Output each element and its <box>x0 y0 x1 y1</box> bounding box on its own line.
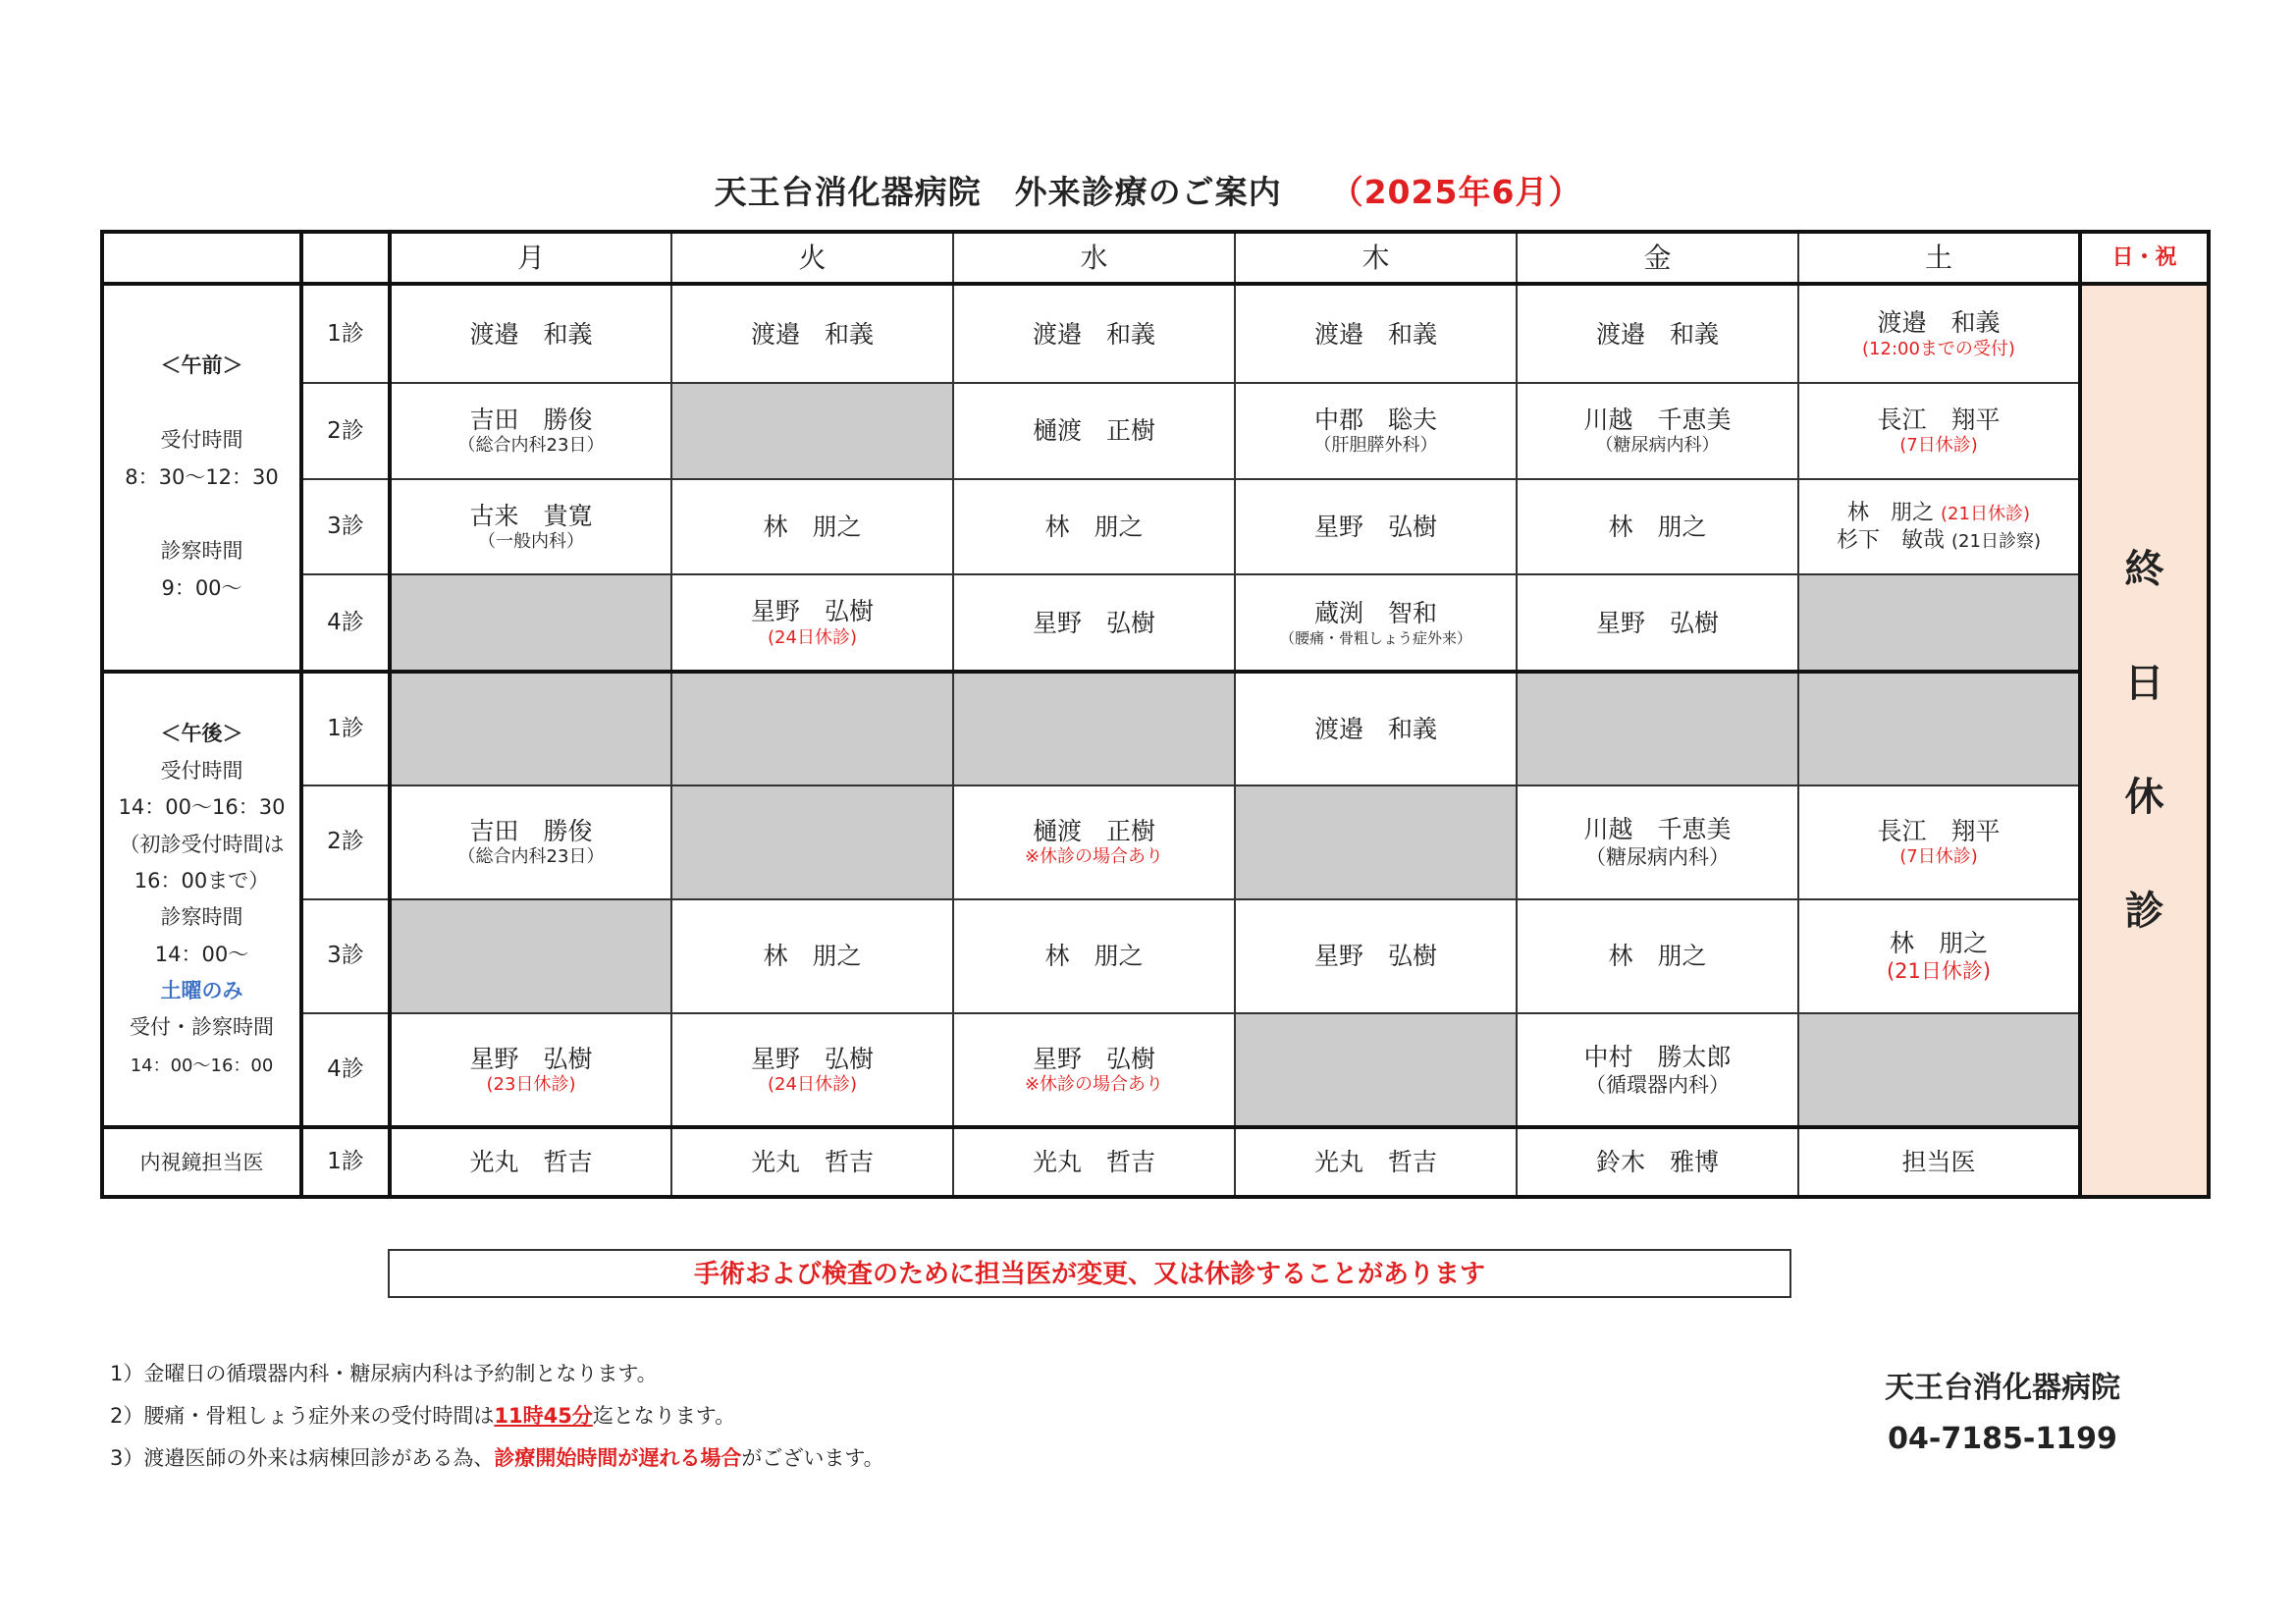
slot-label: 1診 <box>301 284 390 383</box>
holiday-char: 日 <box>2124 661 2164 707</box>
holiday-char: 終 <box>2124 547 2164 593</box>
doctor-name: 星野 弘樹 <box>469 1044 593 1073</box>
table-cell: 光丸 哲吉 <box>671 1127 953 1197</box>
doctor-name: 川越 千恵美 <box>1583 406 1732 435</box>
doctor-name: 中郡 聡夫 <box>1313 406 1437 435</box>
empty-cell <box>390 672 671 785</box>
am-row-1 <box>102 284 2209 383</box>
note-text: がございます。 <box>741 1446 884 1470</box>
notice-box: 手術および検査のために担当医が変更、又は休診することがあります <box>388 1249 1791 1298</box>
holiday-char: 休 <box>2124 775 2164 821</box>
table-cell: 星野 弘樹 <box>1235 479 1517 575</box>
doctor-note: (21日休診) <box>1886 959 1992 984</box>
table-cell <box>953 1013 1235 1128</box>
doctor-name: 古来 貴寛 <box>469 501 593 530</box>
table-cell: 光丸 哲吉 <box>390 1127 671 1197</box>
doctor-name: 蔵渕 智和 <box>1313 599 1437 628</box>
saturday-hours-label: 受付・診察時間 <box>130 1015 274 1040</box>
slot-label: 1診 <box>301 1127 390 1197</box>
table-cell <box>390 479 671 575</box>
table-cell: 林 朋之 <box>671 479 953 575</box>
doctor-note: (7日休診) <box>1899 435 1978 457</box>
slot-label: 4診 <box>301 1013 390 1128</box>
note-text: 2）腰痛・骨粗しょう症外来の受付時間は <box>110 1404 495 1428</box>
table-cell <box>1235 574 1517 672</box>
empty-cell <box>671 785 953 899</box>
afternoon-label: ＜午後＞ <box>160 722 243 746</box>
table-cell: 林 朋之 <box>1517 899 1798 1013</box>
table-cell <box>390 383 671 479</box>
title-month: （2025年6月） <box>1330 173 1582 211</box>
pm-row-1 <box>102 672 2209 785</box>
table-cell: 担当医 <box>1798 1127 2080 1197</box>
doctor-note: (24日休診) <box>768 1073 857 1095</box>
afternoon-reception-label: 受付時間 <box>160 758 243 783</box>
day-thu: 木 <box>1235 232 1517 284</box>
am-row-3 <box>102 479 2209 575</box>
slot-label: 3診 <box>301 479 390 575</box>
empty-cell <box>390 899 671 1013</box>
doctor-name: 中村 勝太郎 <box>1583 1042 1732 1071</box>
day-mon: 月 <box>390 232 671 284</box>
pm-row-3 <box>102 899 2209 1013</box>
doctor-note: （糖尿病内科） <box>1595 435 1720 457</box>
doctor-note: (7日休診) <box>1899 846 1978 868</box>
notes-list <box>110 1353 884 1480</box>
day-fri: 金 <box>1517 232 1798 284</box>
doctor-note: （一般内科） <box>478 530 584 552</box>
table-cell: 渡邉 和義 <box>671 284 953 383</box>
title-main: 天王台消化器病院 外来診療のご案内 <box>714 173 1282 211</box>
note-item <box>110 1395 884 1437</box>
table-cell <box>1517 383 1798 479</box>
empty-cell <box>1517 672 1798 785</box>
saturday-hours-time: 14：00〜16：00 <box>130 1055 274 1076</box>
doctor-name: 長江 翔平 <box>1877 816 2001 845</box>
table-cell: 星野 弘樹 <box>1235 899 1517 1013</box>
table-cell: 林 朋之 <box>671 899 953 1013</box>
afternoon-hours <box>102 672 301 1127</box>
day-sat: 土 <box>1798 232 2080 284</box>
afternoon-reception-time: 14：00〜16：30 <box>118 795 286 820</box>
doctor-note: ※休診の場合あり <box>1024 846 1164 868</box>
doctor-name: 長江 翔平 <box>1877 406 2001 435</box>
first-visit-note: 16：00まで） <box>133 868 270 893</box>
doctor-note: (24日休診) <box>768 626 857 648</box>
hospital-name: 天王台消化器病院 <box>1885 1371 2120 1405</box>
table-cell <box>953 785 1235 899</box>
header-empty <box>102 232 301 284</box>
endoscopy-label: 内視鏡担当医 <box>102 1127 301 1197</box>
empty-cell <box>671 672 953 785</box>
page-title <box>0 167 2296 213</box>
table-cell: 渡邉 和義 <box>953 284 1235 383</box>
doctor-note: (21日休診) <box>1941 504 2030 525</box>
table-cell <box>1798 284 2080 383</box>
doctor-note: （糖尿病内科） <box>1585 845 1730 870</box>
note-text: 迄となります。 <box>592 1404 736 1428</box>
table-cell: 林 朋之 <box>1517 479 1798 575</box>
morning-exam-time: 9：00〜 <box>161 576 242 601</box>
table-cell: 光丸 哲吉 <box>1235 1127 1517 1197</box>
doctor-note: （腰痛・骨粗しょう症外来） <box>1279 628 1471 647</box>
slot-label: 2診 <box>301 785 390 899</box>
doctor-note: (12:00までの受付) <box>1862 338 2015 359</box>
saturday-only-label: 土曜のみ <box>160 979 243 1003</box>
empty-cell <box>671 383 953 479</box>
table-cell: 渡邉 和義 <box>390 284 671 383</box>
morning-reception-time: 8：30〜12：30 <box>125 464 279 489</box>
table-cell: 渡邉 和義 <box>1235 284 1517 383</box>
table-cell: 樋渡 正樹 <box>953 383 1235 479</box>
morning-reception-label: 受付時間 <box>160 428 243 453</box>
note-item: 1）金曜日の循環器内科・糖尿病内科は予約制となります。 <box>110 1362 658 1385</box>
doctor-name: 川越 千恵美 <box>1583 815 1732 844</box>
day-tue: 火 <box>671 232 953 284</box>
note-text: 3）渡邉医師の外来は病棟回診がある為、 <box>110 1446 495 1470</box>
doctor-note: ※休診の場合あり <box>1024 1073 1164 1095</box>
doctor-note: （循環器内科） <box>1585 1072 1730 1097</box>
schedule-table <box>100 230 2211 1199</box>
slot-label: 3診 <box>301 899 390 1013</box>
am-row-2 <box>102 383 2209 479</box>
table-cell: 光丸 哲吉 <box>953 1127 1235 1197</box>
table-cell: 渡邉 和義 <box>1517 284 1798 383</box>
table-cell <box>671 1013 953 1128</box>
holiday-closed <box>2080 284 2209 1197</box>
afternoon-exam-time: 14：00〜 <box>154 942 249 966</box>
am-row-4 <box>102 574 2209 672</box>
empty-cell <box>1798 1013 2080 1128</box>
doctor-name: 星野 弘樹 <box>1032 1044 1155 1073</box>
note-highlight: 11時45分 <box>494 1404 593 1428</box>
morning-exam-label: 診察時間 <box>160 539 243 564</box>
table-cell: 林 朋之 <box>953 479 1235 575</box>
header-slot-empty <box>301 232 390 284</box>
table-cell <box>1517 1013 1798 1128</box>
morning-label: ＜午前＞ <box>160 353 243 378</box>
slot-label: 4診 <box>301 574 390 672</box>
slot-label: 1診 <box>301 672 390 785</box>
doctor-name: 樋渡 正樹 <box>1032 816 1155 845</box>
day-holiday: 日・祝 <box>2080 232 2209 284</box>
table-cell: 渡邉 和義 <box>1235 672 1517 785</box>
table-cell <box>1798 899 2080 1013</box>
empty-cell <box>953 672 1235 785</box>
table-cell: 星野 弘樹 <box>1517 574 1798 672</box>
endoscopy-row <box>102 1127 2209 1197</box>
table-cell <box>1798 479 2080 575</box>
doctor-name: 星野 弘樹 <box>750 1044 874 1073</box>
doctor-note: (21日診察) <box>1951 530 2041 552</box>
hospital-phone: 04-7185-1199 <box>1888 1422 2117 1456</box>
afternoon-exam-label: 診察時間 <box>160 905 243 930</box>
table-cell <box>671 574 953 672</box>
doctor-note: （総合内科23日） <box>457 435 605 457</box>
doctor-note: （総合内科23日） <box>457 846 605 868</box>
slot-label: 2診 <box>301 383 390 479</box>
doctor-note: （肝胆膵外科） <box>1313 435 1438 457</box>
table-cell <box>390 785 671 899</box>
hospital-contact <box>1845 1363 2160 1465</box>
doctor-name: 吉田 勝俊 <box>469 816 593 845</box>
table-cell: 林 朋之 <box>953 899 1235 1013</box>
pm-row-2 <box>102 785 2209 899</box>
table-cell <box>1235 383 1517 479</box>
empty-cell <box>1798 574 2080 672</box>
note-highlight: 診療開始時間が遅れる場合 <box>494 1446 742 1470</box>
doctor-name: 渡邉 和義 <box>1877 308 2001 338</box>
doctor-name: 林 朋之 <box>1889 928 1988 957</box>
first-visit-note: （初診受付時間は <box>119 832 285 856</box>
doctor-note: (23日休診) <box>486 1073 576 1095</box>
note-item <box>110 1437 884 1480</box>
doctor-name: 吉田 勝俊 <box>469 406 593 435</box>
morning-hours <box>102 284 301 672</box>
header-row <box>102 232 2209 284</box>
table-cell: 鈴木 雅博 <box>1517 1127 1798 1197</box>
empty-cell <box>1235 1013 1517 1128</box>
holiday-char: 診 <box>2124 889 2164 935</box>
empty-cell <box>1798 672 2080 785</box>
table-cell: 星野 弘樹 <box>953 574 1235 672</box>
empty-cell <box>390 574 671 672</box>
doctor-name: 林 朋之 <box>1847 501 1935 526</box>
table-cell <box>1517 785 1798 899</box>
empty-cell <box>1235 785 1517 899</box>
day-wed: 水 <box>953 232 1235 284</box>
doctor-name: 星野 弘樹 <box>750 597 874 626</box>
table-cell <box>390 1013 671 1128</box>
table-cell <box>1798 785 2080 899</box>
table-cell <box>1798 383 2080 479</box>
doctor-name: 杉下 敏哉 <box>1837 527 1946 553</box>
pm-row-4 <box>102 1013 2209 1128</box>
